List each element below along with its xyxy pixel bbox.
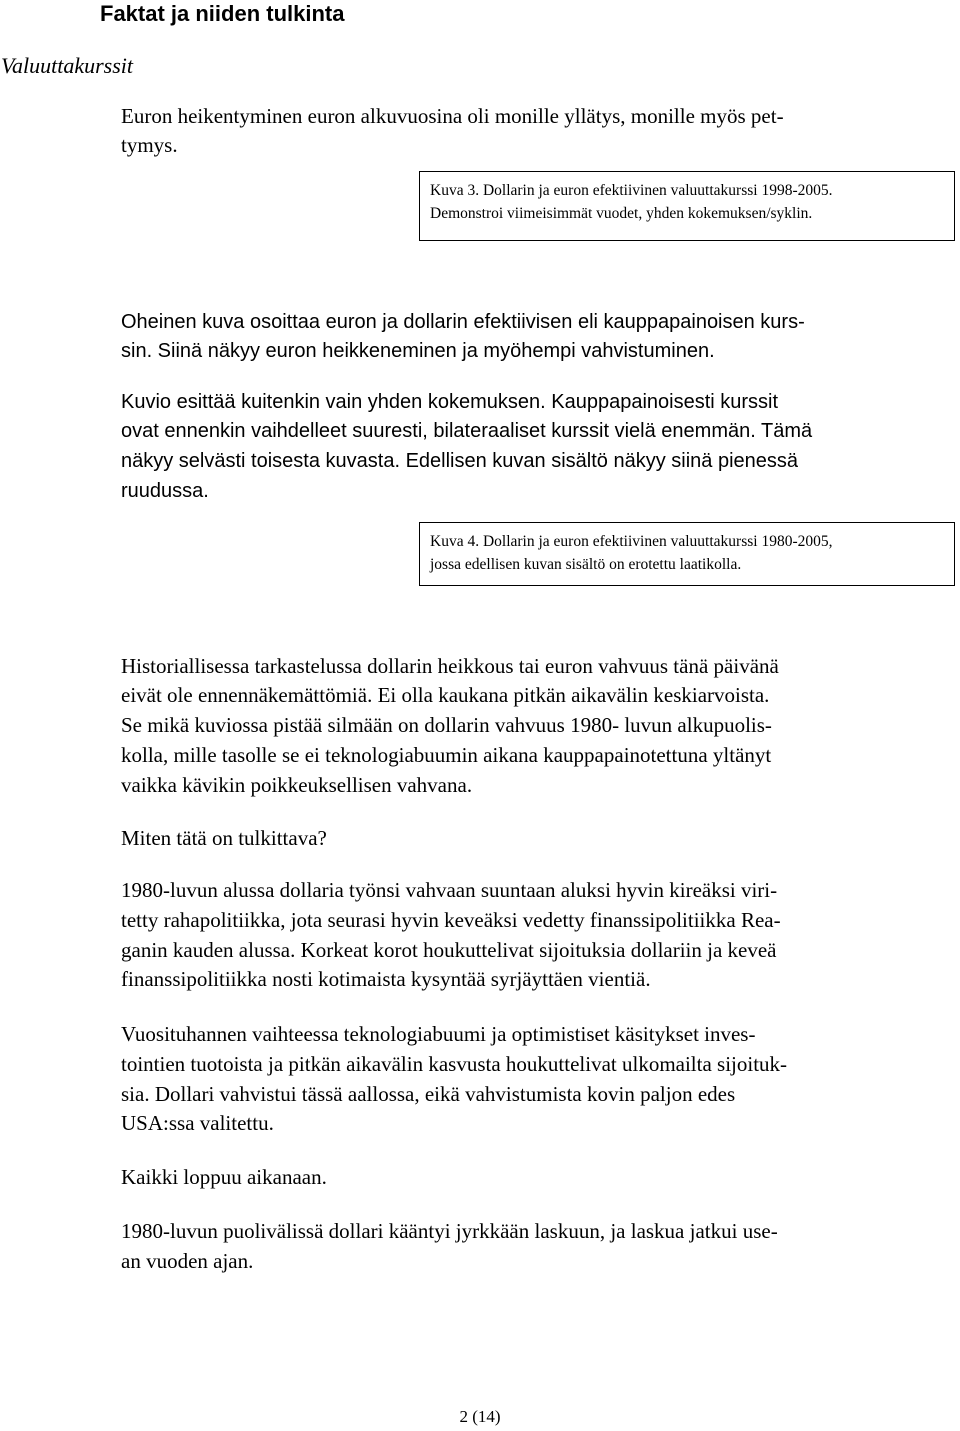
caption-line: Kuva 4. Dollarin ja euron efektiivinen valuuttakurssi 1980-2005, xyxy=(430,533,833,550)
text-line: sia. Dollari vahvistui tässä aallossa, eikä vahvistumista kovin paljon edes xyxy=(121,1082,736,1106)
subsection-heading: Valuuttakurssit xyxy=(1,53,134,78)
text-line: USA:ssa valitettu. xyxy=(121,1111,274,1135)
text-line: an vuoden ajan. xyxy=(121,1249,254,1273)
text-line: 1980-luvun alussa dollaria työnsi vahvaan suuntaan aluksi hyvin kireäksi viri- xyxy=(121,878,778,902)
section-heading: Faktat ja niiden tulkinta xyxy=(100,1,345,26)
text-line: 1980-luvun puolivälissä dollari kääntyi jyrkkään laskuun, ja laskua jatkui use- xyxy=(121,1219,778,1243)
text-line: vaikka kävikin poikkeuksellisen vahvana. xyxy=(121,773,473,797)
text-line: tointien tuotoista ja pitkän aikavälin kasvusta houkuttelivat ulkomailta sijoituk- xyxy=(121,1052,788,1076)
caption-line: Demonstroi viimeisimmät vuodet, yhden kokemuksen/syklin. xyxy=(430,205,813,222)
text-line: Historiallisessa tarkastelussa dollarin heikkous tai euron vahvuus tänä päivänä xyxy=(121,654,779,678)
statement-line: Kaikki loppuu aikanaan. xyxy=(121,1165,327,1189)
text-line: ganin kauden alussa. Korkeat korot houkuttelivat sijoituksia dollariin ja keveä xyxy=(121,938,777,962)
text-line: Oheinen kuva osoittaa euron ja dollarin efektiivisen eli kauppapainoisen kurs- xyxy=(121,311,805,333)
text-line: kolla, mille tasolle se ei teknologiabuumin aikana kauppapainotettuna yltänyt xyxy=(121,743,772,767)
figure-3-caption-box xyxy=(419,171,955,241)
text-line: tetty rahapolitiikka, jota seurasi hyvin keveäksi vedetty finanssipolitiikka Rea- xyxy=(121,908,781,932)
text-line: eivät ole ennennäkemättömiä. Ei olla kaukana pitkän aikavälin keskiarvoista. xyxy=(121,683,770,707)
text-line: Se mikä kuviossa pistää silmään on dollarin vahvuus 1980- luvun alkupuolis- xyxy=(121,713,772,737)
page-number: 2 (14) xyxy=(459,1407,501,1426)
text-line: ovat ennenkin vaihdelleet suuresti, bilateraaliset kurssit vielä enemmän. Tämä xyxy=(121,420,813,442)
text-line: näkyy selvästi toisesta kuvasta. Edellisen kuvan sisältö näkyy siinä pienessä xyxy=(121,450,799,472)
text-line: sin. Siinä näkyy euron heikkeneminen ja myöhempi vahvistuminen. xyxy=(121,340,715,362)
text-line: finanssipolitiikka nosti kotimaista kysyntää syrjäyttäen vientiä. xyxy=(121,967,651,991)
text-line: Vuosituhannen vaihteessa teknologiabuumi ja optimistiset käsitykset inves- xyxy=(121,1022,756,1046)
text-line: ruudussa. xyxy=(121,480,209,502)
text-line: Euron heikentyminen euron alkuvuosina oli monille yllätys, monille myös pet- xyxy=(121,104,784,128)
text-line: Kuvio esittää kuitenkin vain yhden kokemuksen. Kauppapainoisesti kurssit xyxy=(121,391,779,413)
caption-line: jossa edellisen kuvan sisältö on erotettu laatikolla. xyxy=(430,556,742,573)
figure-4-caption-box xyxy=(419,522,955,586)
question-line: Miten tätä on tulkittava? xyxy=(121,826,327,850)
text-line: tymys. xyxy=(121,133,178,157)
caption-line: Kuva 3. Dollarin ja euron efektiivinen valuuttakurssi 1998-2005. xyxy=(430,182,833,199)
